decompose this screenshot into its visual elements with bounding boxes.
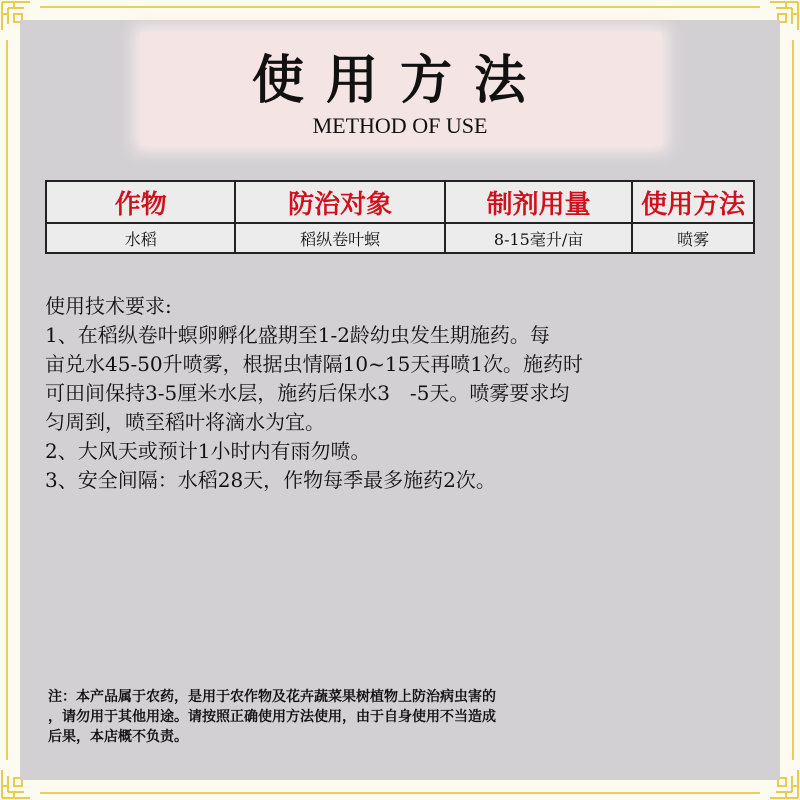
table-row bbox=[46, 223, 754, 253]
table-header-cell: 制剂用量 bbox=[445, 181, 632, 223]
table-cell: 水稻 bbox=[46, 223, 235, 253]
note-line: ，请勿用于其他用途。请按照正确使用方法使用，由于自身使用不当造成 bbox=[48, 709, 496, 725]
note-line: 后果，本店概不负责。 bbox=[48, 729, 188, 745]
requirements-line: 匀周到，喷至稻叶将滴水为宜。 bbox=[45, 410, 325, 434]
requirements-section bbox=[45, 292, 770, 495]
frame-top-line bbox=[40, 6, 760, 8]
requirements-line: 可田间保持3-5厘米水层，施药后保水3 -5天。喷雾要求均 bbox=[45, 381, 570, 405]
table-cell: 8-15毫升/亩 bbox=[445, 223, 632, 253]
table-cell: 喷雾 bbox=[632, 223, 754, 253]
frame-bottom-line bbox=[40, 792, 760, 794]
requirements-heading: 使用技术要求: bbox=[45, 294, 172, 318]
frame-left-line bbox=[6, 40, 8, 760]
page-subtitle: METHOD OF USE bbox=[312, 113, 488, 138]
requirements-line: 1、在稻纵卷叶螟卵孵化盛期至1-2龄幼虫发生期施药。每 bbox=[45, 323, 550, 347]
table-header-cell: 作物 bbox=[46, 181, 235, 223]
requirements-line: 亩兑水45-50升喷雾，根据虫情隔10~15天再喷1次。施药时 bbox=[45, 352, 584, 376]
requirements-line: 3、安全间隔：水稻28天，作物每季最多施药2次。 bbox=[45, 468, 496, 492]
table-cell: 稻纵卷叶螟 bbox=[235, 223, 444, 253]
note-line: 注：本产品属于农药，是用于农作物及花卉蔬菜果树植物上防治病虫害的 bbox=[48, 689, 496, 705]
page-title: 使用方法 bbox=[251, 50, 548, 111]
usage-table bbox=[45, 180, 755, 254]
requirements-line: 2、大风天或预计1小时内有雨勿喷。 bbox=[45, 439, 371, 463]
table-header-cell: 使用方法 bbox=[632, 181, 754, 223]
disclaimer-note bbox=[48, 687, 758, 747]
frame-right-line bbox=[792, 40, 794, 760]
table-header-row bbox=[46, 181, 754, 223]
table-header-cell: 防治对象 bbox=[235, 181, 444, 223]
